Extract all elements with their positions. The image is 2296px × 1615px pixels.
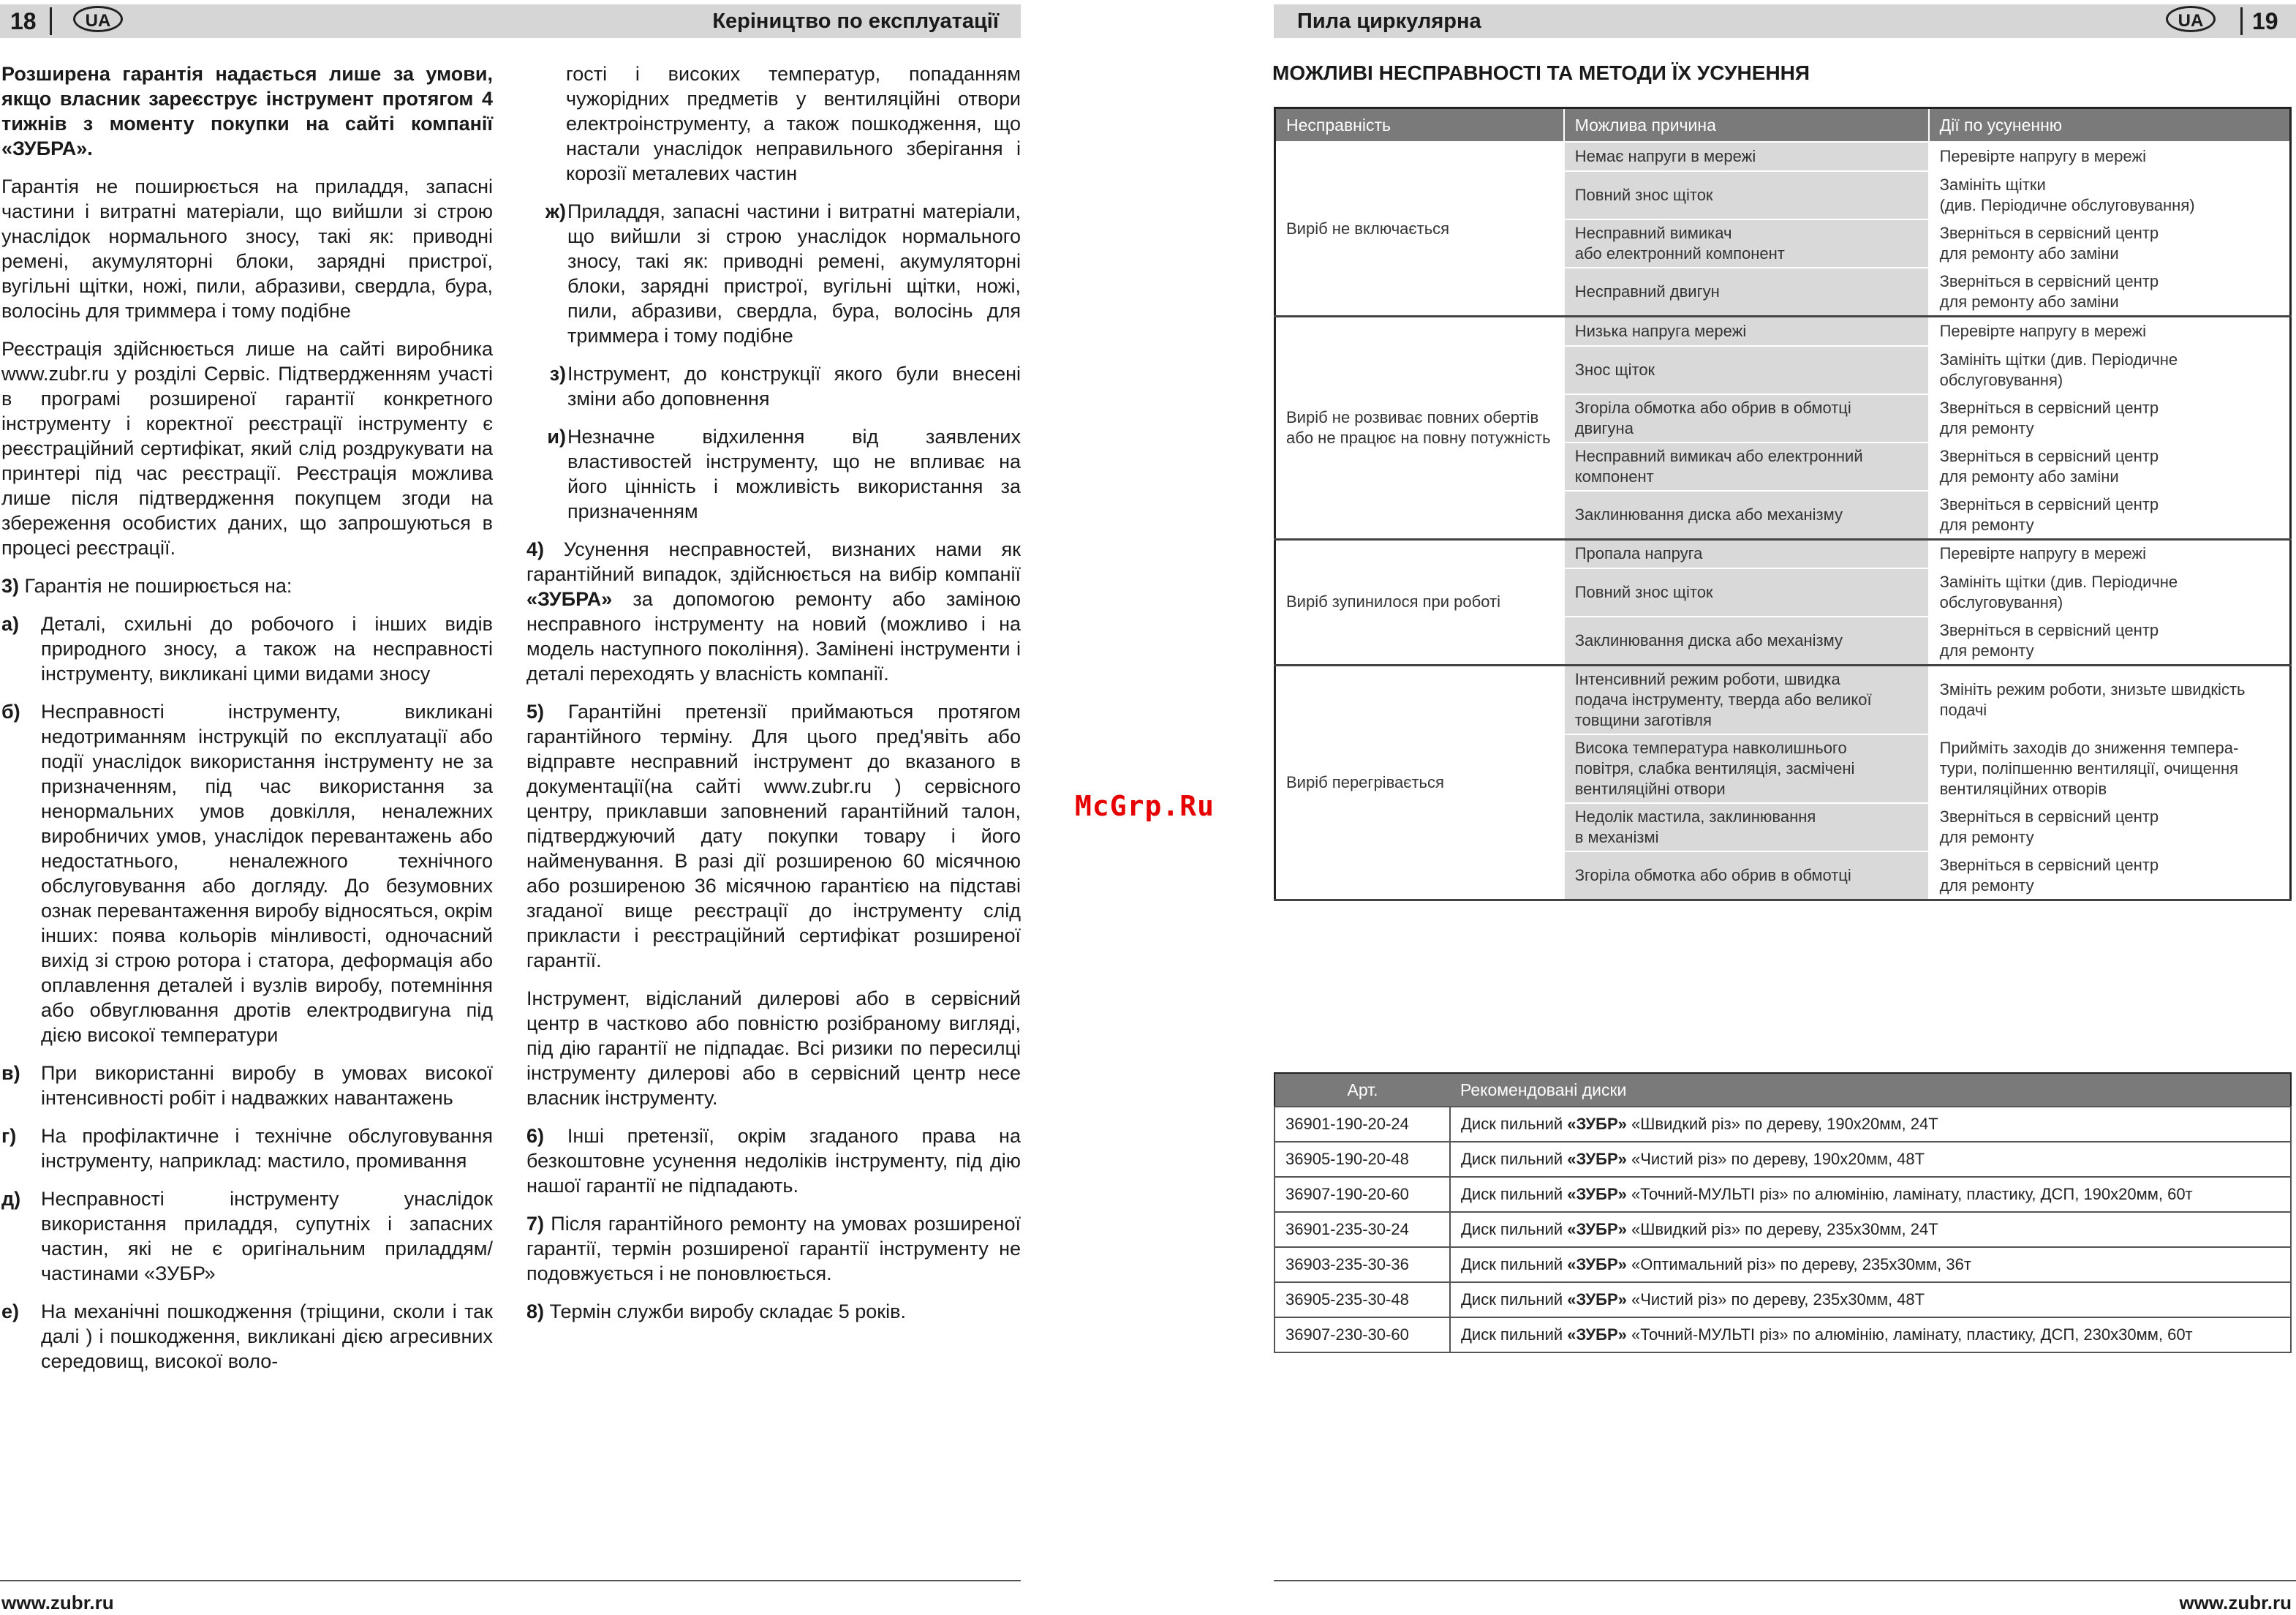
action-cell: Змініть режим роботи, знизьте швидкість подачі bbox=[1929, 666, 2291, 735]
action-cell: Замініть щітки (див. Періодичне обслуговування) bbox=[1929, 171, 2291, 219]
cause-cell: Повний знос щіток bbox=[1564, 171, 1929, 219]
clause-e-continuation: гості і високих температур, попаданням чужорідних предметів у вентиляційні отвори електроінструменту, а також пошкодження, що настали унаслідок неправильного зберігання і корозії металевих частин bbox=[566, 63, 1021, 184]
art-cell: 36907-230-30-60 bbox=[1274, 1317, 1450, 1352]
extended-warranty-note: Розширена гарантія надається лише за умови, якщо власник зареєструє інструмент протягом 4 тижнів з моменту покупки на сайті компанії «ЗУБРА». bbox=[1, 63, 493, 159]
disc-brand: «ЗУБР» bbox=[1567, 1150, 1627, 1168]
action-cell: Замініть щітки (див. Періодичне обслуговування) bbox=[1929, 568, 2291, 617]
cause-cell: Недолік мастила, заклинювання в механізмі bbox=[1564, 803, 1929, 851]
table-row bbox=[1275, 317, 2291, 346]
disc-spec: «Точний-МУЛЬТІ різ» по алюмінію, ламінату, пластику, ДСП, 190х20мм, 60т bbox=[1626, 1185, 2193, 1203]
action-cell: Зверніться в сервісний центр для ремонту bbox=[1929, 491, 2291, 540]
table-row bbox=[1275, 539, 2291, 568]
right-page-number: 19 bbox=[2252, 8, 2278, 34]
cause-cell: Заклинювання диска або механізму bbox=[1564, 491, 1929, 540]
list-item: з) Інструмент, до конструкції якого були внесені зміни або доповнення bbox=[549, 363, 1021, 410]
table-row bbox=[1275, 142, 2291, 171]
list-item: д) Несправності інструменту унаслідок використання приладдя, супутніх і запасних частин, які не є оригінальним приладдям/частинами «ЗУБР» bbox=[1, 1188, 493, 1284]
table-header-row bbox=[1275, 108, 2291, 143]
fault-cell: Виріб перегрівається bbox=[1275, 666, 1564, 900]
table-header-row bbox=[1274, 1073, 2291, 1107]
cause-cell: Пропала напруга bbox=[1564, 539, 1929, 568]
discs-table bbox=[1274, 1072, 2292, 1353]
clause-7: 7) Після гарантійного ремонту на умовах розширеної гарантії, термін розширеної гарантії інструменту не подовжується і не поновлюється. bbox=[526, 1213, 1021, 1284]
action-cell: Замініть щітки (див. Періодичне обслуговування) bbox=[1929, 346, 2291, 394]
disc-spec: «Оптимальний різ» по дереву, 235х30мм, 36т bbox=[1626, 1255, 1971, 1273]
column-header: Арт. bbox=[1274, 1073, 1450, 1107]
list-item: е) На механічні пошкодження (тріщини, сколи і так далі ) і пошкодження, викликані дією агресивних середовищ, високої воло- bbox=[1, 1300, 493, 1372]
cause-cell: Висока температура навколишнього повітря, слабка вентиляція, засмічені вентиляційні отвори bbox=[1564, 734, 1929, 803]
column-header: Рекомендовані диски bbox=[1450, 1073, 2291, 1107]
clause-5: 5) Гарантійні претензії приймаються протягом гарантійного терміну. Для цього пред'явіть або відправте несправний інструмент до вказаного в документації(на сайті www.zubr.ru ) сервісного центру, приклавши заповнений гарантійний талон, підтверджуючий дату покупки товару і його найменування. В разі дії розширеною 60 місячною або розширеною 36 місячною гарантією на підставі згаданої вище реєстрації до інструменту слід прикласти і реєстраційний сертифікат розширеної гарантії. bbox=[526, 701, 1021, 971]
disc-brand: «ЗУБР» bbox=[1567, 1185, 1627, 1203]
action-cell: Перевірте напругу в мережі bbox=[1929, 142, 2291, 171]
table-row bbox=[1274, 1107, 2291, 1142]
list-item: ж) Приладдя, запасні частини і витратні матеріали, що вийшли зі строю унаслідок нормального зносу, такі як: приводні ремені, акумуляторні блоки, зарядні пристрої, вугільні щітки, ножі, пили, абразиви, свердла, бура, волосінь для триммера і тому подібне bbox=[545, 200, 1021, 347]
disc-brand: «ЗУБР» bbox=[1567, 1325, 1627, 1344]
action-cell: Перевірте напругу в мережі bbox=[1929, 317, 2291, 346]
disc-prefix: Диск пильний bbox=[1461, 1115, 1568, 1133]
fault-cell: Виріб не розвиває повних обертів або не працює на повну потужність bbox=[1275, 317, 1564, 540]
disc-prefix: Диск пильний bbox=[1461, 1185, 1568, 1203]
action-cell: Зверніться в сервісний центр для ремонту bbox=[1929, 617, 2291, 666]
cause-cell: Згоріла обмотка або обрив в обмотці bbox=[1564, 851, 1929, 900]
left-footer-url[interactable]: www.zubr.ru bbox=[1, 1592, 114, 1614]
disc-brand: «ЗУБР» bbox=[1567, 1115, 1627, 1133]
fault-cell: Виріб не включається bbox=[1275, 142, 1564, 317]
cause-cell: Згоріла обмотка або обрив в обмотці двигуна bbox=[1564, 394, 1929, 443]
cause-cell: Несправний двигун bbox=[1564, 268, 1929, 317]
clause-8: 8) Термін служби виробу складає 5 років. bbox=[526, 1300, 906, 1322]
art-cell: 36903-235-30-36 bbox=[1274, 1247, 1450, 1282]
disc-spec: «Швидкий різ» по дереву, 235х30мм, 24Т bbox=[1626, 1220, 1938, 1238]
list-item: г) На профілактичне і технічне обслуговування інструменту, наприклад: мастило, промивання bbox=[1, 1125, 493, 1172]
clause-3: 3) Гарантія не поширюється на: bbox=[1, 575, 292, 597]
section-title: МОЖЛИВІ НЕСПРАВНОСТІ ТА МЕТОДИ ЇХ УСУНЕННЯ bbox=[1272, 61, 1810, 84]
disc-brand: «ЗУБР» bbox=[1567, 1220, 1627, 1238]
art-cell: 36901-235-30-24 bbox=[1274, 1212, 1450, 1247]
action-cell: Зверніться в сервісний центр для ремонту або заміни bbox=[1929, 219, 2291, 268]
list-item: в) При використанні виробу в умовах високої інтенсивності робіт і надважких навантажень bbox=[1, 1062, 493, 1109]
clause-4: 4) Усунення несправностей, визнаних нами як гарантійний випадок, здійснюється на вибір компанії «ЗУБРА» за допомогою ремонту або заміною несправного інструменту на новий (можливо і на модель наступного покоління). Замінені інструменти і деталі переходять у власність компанії. bbox=[526, 538, 1021, 685]
cause-cell: Немає напруги в мережі bbox=[1564, 142, 1929, 171]
action-cell: Прийміть заходів до зниження темпера- тури, поліпшенню вентиляції, очищення вентиляційних отворів bbox=[1929, 734, 2291, 803]
cause-cell: Несправний вимикач або електронний компонент bbox=[1564, 443, 1929, 491]
action-cell: Зверніться в сервісний центр для ремонту bbox=[1929, 803, 2291, 851]
cause-cell: Повний знос щіток bbox=[1564, 568, 1929, 617]
left-header-title: Керіництво по експлуатації bbox=[712, 10, 999, 33]
column-header: Несправність bbox=[1275, 108, 1564, 143]
cause-cell: Заклинювання диска або механізму bbox=[1564, 617, 1929, 666]
left-header-divider bbox=[50, 7, 52, 35]
cause-cell: Знос щіток bbox=[1564, 346, 1929, 394]
cause-cell: Низька напруга мережі bbox=[1564, 317, 1929, 346]
disc-description-cell bbox=[1450, 1282, 2291, 1317]
disc-prefix: Диск пильний bbox=[1461, 1290, 1568, 1309]
column-header: Можлива причина bbox=[1564, 108, 1929, 143]
list-item: и) Незначне відхилення від заявлених властивостей інструменту, що не впливає на його цінність і можливість використання за призначенням bbox=[547, 426, 1021, 522]
disc-description-cell bbox=[1450, 1142, 2291, 1177]
action-cell: Зверніться в сервісний центр для ремонту bbox=[1929, 851, 2291, 900]
table-row bbox=[1274, 1212, 2291, 1247]
list-item: б) Несправності інструменту, викликані недотриманням інструкцій по експлуатації або події унаслідок використання інструменту не за призначенням, під час використання за ненормальних умов довкілля, неналежних виробничих умов, унаслідок перевантажень або недостатнього, неналежного технічного обслуговування або догляду. До безумовних ознак перевантаження виробу відносяться, окрім інших: поява кольорів мінливості, одночасний вихід зі строю ротора і статора, деформація або оплавлення деталей і вузлів виробу, потемніння або обвуглювання дротів електродвигуна під дією високої температури bbox=[1, 701, 493, 1046]
table-row bbox=[1274, 1142, 2291, 1177]
right-footer-url[interactable]: www.zubr.ru bbox=[2179, 1592, 2292, 1614]
disc-prefix: Диск пильний bbox=[1461, 1220, 1568, 1238]
table-row bbox=[1274, 1282, 2291, 1317]
disc-description-cell bbox=[1450, 1107, 2291, 1142]
art-cell: 36901-190-20-24 bbox=[1274, 1107, 1450, 1142]
table-row bbox=[1274, 1317, 2291, 1352]
art-cell: 36905-235-30-48 bbox=[1274, 1282, 1450, 1317]
disc-spec: «Швидкий різ» по дереву, 190х20мм, 24Т bbox=[1626, 1115, 1938, 1133]
disc-prefix: Диск пильний bbox=[1461, 1255, 1568, 1273]
registration-paragraph: Реєстрація здійснюється лише на сайті виробника www.zubr.ru у розділі Сервіс. Підтвердженням участі в програмі розширеної гарантії конкретного інструменту і коректної реєстрації інструменту є реєстраційний сертифікат, який слід роздрукувати на принтері під час реєстрації. Реєстрація можлива лише після підтвердження покупцем згоди на збереження особистих даних, що запрошуються в процесі реєстрації. bbox=[1, 338, 493, 559]
art-cell: 36905-190-20-48 bbox=[1274, 1142, 1450, 1177]
action-cell: Зверніться в сервісний центр для ремонту або заміни bbox=[1929, 443, 2291, 491]
table-row bbox=[1275, 666, 2291, 735]
table-row bbox=[1274, 1247, 2291, 1282]
left-lang-badge: UA bbox=[73, 6, 123, 32]
art-cell: 36907-190-20-60 bbox=[1274, 1177, 1450, 1212]
warranty-exclusions-paragraph: Гарантія не поширюється на приладдя, запасні частини і витратні матеріали, що вийшли зі строю унаслідок нормального зносу, такі як: приводні ремені, акумуляторні блоки, зарядні пристрої, вугільні щітки, ножі, пили, абразиви, свердла, бура, волосінь для триммера і тому подібне bbox=[1, 176, 493, 322]
disc-spec: «Чистий різ» по дереву, 190х20мм, 48Т bbox=[1626, 1150, 1925, 1168]
disc-description-cell bbox=[1450, 1317, 2291, 1352]
cause-cell: Несправний вимикач або електронний компонент bbox=[1564, 219, 1929, 268]
disc-prefix: Диск пильний bbox=[1461, 1150, 1568, 1168]
disc-prefix: Диск пильний bbox=[1461, 1325, 1568, 1344]
disc-brand: «ЗУБР» bbox=[1567, 1290, 1627, 1309]
list-item: а) Деталі, схильні до робочого і інших видів природного зносу, а також на несправності інструменту, викликані цими видами зносу bbox=[1, 613, 493, 685]
action-cell: Перевірте напругу в мережі bbox=[1929, 539, 2291, 568]
disc-spec: «Точний-МУЛЬТІ різ» по алюмінію, ламінату, пластику, ДСП, 230х30мм, 60т bbox=[1626, 1325, 2193, 1344]
shipping-paragraph: Інструмент, відісланий дилерові або в сервісний центр в частково або повністю розібраному вигляді, під дію гарантії не підпадає. Всі ризики по пересилці інструменту дилерові або в сервісний центр несе власник інструменту. bbox=[526, 987, 1021, 1109]
disc-description-cell bbox=[1450, 1212, 2291, 1247]
action-cell: Зверніться в сервісний центр для ремонту bbox=[1929, 394, 2291, 443]
column-header: Дії по усуненню bbox=[1929, 108, 2291, 143]
table-row bbox=[1274, 1177, 2291, 1212]
left-column-1 bbox=[1, 61, 493, 1387]
left-column-2 bbox=[526, 61, 1021, 1337]
faults-table bbox=[1274, 107, 2292, 901]
disc-spec: «Чистий різ» по дереву, 235х30мм, 48Т bbox=[1626, 1290, 1925, 1309]
watermark: McGrp.Ru bbox=[1075, 790, 1215, 822]
left-footer-line bbox=[0, 1580, 1021, 1581]
right-footer-line bbox=[1274, 1580, 2296, 1581]
left-page-number: 18 bbox=[10, 8, 37, 34]
disc-description-cell bbox=[1450, 1247, 2291, 1282]
disc-brand: «ЗУБР» bbox=[1567, 1255, 1627, 1273]
right-header-divider bbox=[2240, 7, 2243, 35]
action-cell: Зверніться в сервісний центр для ремонту або заміни bbox=[1929, 268, 2291, 317]
right-header-title: Пила циркулярна bbox=[1297, 10, 1481, 33]
right-lang-badge: UA bbox=[2166, 6, 2216, 32]
fault-cell: Виріб зупинилося при роботі bbox=[1275, 539, 1564, 666]
clause-6: 6) Інші претензії, окрім згаданого права на безкоштовне усунення недоліків інструменту, під дію нашої гарантії не підпадають. bbox=[526, 1125, 1021, 1197]
cause-cell: Інтенсивний режим роботи, швидка подача інструменту, тверда або великої товщини заготівля bbox=[1564, 666, 1929, 735]
disc-description-cell bbox=[1450, 1177, 2291, 1212]
